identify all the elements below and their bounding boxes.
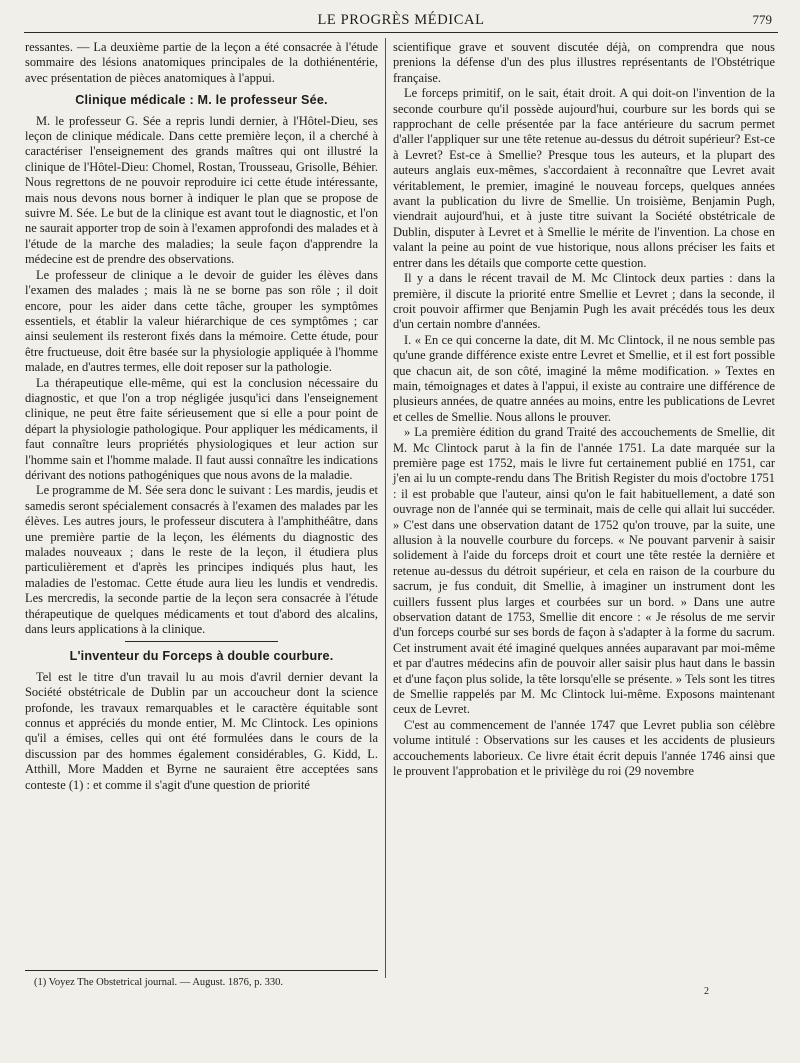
footnote-rule bbox=[25, 970, 378, 971]
journal-title: LE PROGRÈS MÉDICAL bbox=[317, 12, 485, 28]
footnote: (1) Voyez The Obstetrical journal. — August. 1876, p. 330. bbox=[34, 977, 284, 988]
section-heading-clinique: Clinique médicale : M. le professeur Sée. bbox=[75, 93, 328, 108]
paragraph: Le professeur de clinique a le devoir de guider les élèves dans l'examen des malades ; mais là ne se borne pas son rôle ; il doit encore, pour les aider dans cette tâche, grouper les symptômes essentiels, et établir la valeur hiérarchique de ces symptômes ; car ainsi seulement ils resteront fixés dans la mémoire. Cette étude, pour être fructueuse, doit être basée sur la physiologie appliquée à l'homme malade, en d'autres termes, elle doit reposer sur la pathologie. bbox=[25, 267, 378, 375]
page-header bbox=[24, 10, 778, 33]
paragraph: Le programme de M. Sée sera donc le suivant : Les mardis, jeudis et samedis seront spécialement consacrés à l'examen des malades par les élèves. Les autres jours, le professeur discutera à l'amphithéâtre, dans une première partie de la leçon, les éléments du diagnostic des malades nouveaux ; dans le reste de la leçon, il étudiera plus particulièrement et d'après les principes indiqués plus haut, les maladies de l'estomac. Cette étude aura lieu les lundis et vendredis. Les mercredis, la seconde partie de la leçon sera consacrée à l'étude thérapeutique de quelques médicaments et tout d'abord des alcalins, dans leurs applications à la clinique. bbox=[25, 483, 378, 637]
paragraph: Tel est le titre d'un travail lu au mois d'avril dernier devant la Société obstétricale de Dublin par un accoucheur dont la science profonde, les travaux remarquables et le caractère équitable sont connus et appréciés du monde entier, M. Mc Clintock. Les opinions qu'il a émises, celles qui ont été formulées dans le cours de la discussion par des hommes également considérables, G. Kidd, L. Atthill, More Madden et Byrne ne sauraient être acceptées sans conteste (1) : et comme il s'agit d'une question de priorité bbox=[25, 669, 378, 792]
paragraph: Le forceps primitif, on le sait, était droit. A qui doit-on l'invention de la seconde courbure qu'il possède aujourd'hui, courbure sur les bords qui se rapprochant de celle présentée par la face antérieure du sacrum permet d'aller l'appliquer sur une tête retenue au-dessus du détroit supérieur? Est-ce à Levret? Est-ce à Smellie? Presque tous les auteurs, et la plupart des auteurs anglais eux-mêmes, s'accordaient à reconnaître que Levret avait véritablement, le premier, imaginé le nouveau forceps, quelques années avant la publication du livre de Smellie. Un troisième, Benjamin Pugh, viendrait aujourd'hui, et à juste titre suivant la Société obstétricale de Dublin, disputer à Levret et à Smellie le mérite de l'invention. La chose en valant la peine au point de vue historique, nous allons préciser les faits et entrer dans les détails que comporte cette question. bbox=[393, 86, 775, 270]
paragraph: I. « En ce qui concerne la date, dit M. Mc Clintock, il ne nous semble pas qu'une grande différence existe entre Levret et Smellie, et il est fort possible que chacun ait, de son côté, imaginé la même modification. » Textes en main, témoignages et dates à l'appui, il existe au contraire une différence de plusieurs années, de quatre années au moins, entre les publications de Levret et celles de Smellie. Nous allons le prouver. bbox=[393, 332, 775, 424]
paragraph: ressantes. — La deuxième partie de la leçon a été consacrée à l'étude sommaire des lésions anatomiques principales de la dothiénentérie, avec présentation de pièces anatomiques à l'appui. bbox=[25, 40, 378, 85]
section-heading-forceps: L'inventeur du Forceps à double courbure. bbox=[69, 649, 334, 664]
paragraph: » La première édition du grand Traité des accouchements de Smellie, dit M. Mc Clintock parut à la fin de l'année 1751. La date marquée sur la première page est 1752, mais le livre fut certainement publié en 1751, car j'en ai lu un compte-rendu dans The British Register du mois d'octobre 1751 : il est probable que l'auteur, ainsi qu'on le fait habituellement, a daté son ouvrage non de l'année qui se terminait, mais de celle qui allait lui succéder. » C'est dans une observation datant de 1752 qu'on trouve, par la suite, une allusion à la nouvelle courbure du forceps. « Ne pouvant parvenir à saisir solidement à l'aide du forceps droit et court une tête restée la dernière et retenue au-dessus du détroit supérieur, et cela en raison de la courbure du sacrum, je fus conduit, dit Smellie, à imaginer un instrument dont les cuillers fussent plus larges et courbées sur un bord. » Dans une autre observation datant de 1753, Smellie dit encore : « Je résolus de me servir d'un forceps courbé sur ses bords de façon à s'adapter à la forme du sacrum. Cet instrument avait été imaginé quelques années auparavant par moi-même et par d'autres médecins afin de pouvoir aller saisir plus haut dans le bassin et d'une façon plus solide, la tête lorsqu'elle se présente. » Tels sont les titres de Smellie rappelés par M. Mc Clintock lui-même. Exposons maintenant ceux de Levret. bbox=[393, 425, 775, 717]
column-divider bbox=[385, 38, 386, 978]
paragraph: M. le professeur G. Sée a repris lundi dernier, à l'Hôtel-Dieu, ses leçon de clinique médicale. Dans cette première leçon, il a cherché à caractériser l'enseignement des grands maîtres qui ont illustré la clinique de l'Hôtel-Dieu: Chomel, Rostan, Trousseau, Grisolle, Béhier. Nous regrettons de ne pouvoir reproduire ici cette étude intéressante, mais nous devons nous borner à indiquer le plan que se propose de suivre M. Sée. Le but de la clinique est avant tout le diagnostic, et l'on ne saurait apporter trop de soin à l'examen approfondi des malades et à l'étude de la marche des maladies; la seule façon d'apprendre la médecine est de prendre des observations. bbox=[25, 113, 378, 267]
paragraph: Il y a dans le récent travail de M. Mc Clintock deux parties : dans la première, il discute la priorité entre Smellie et Levret ; dans la seconde, il croit pouvoir affirmer que Benjamin Pugh les avait précédés tous les deux d'un certain nombre d'années. bbox=[393, 271, 775, 332]
paragraph: scientifique grave et souvent discutée déjà, on comprendra que nous prenions la défense d'un des plus illustres représentants de l'Obstétrique française. bbox=[393, 40, 775, 85]
section-divider bbox=[125, 641, 278, 642]
right-column bbox=[393, 40, 775, 780]
signature-mark: 2 bbox=[704, 986, 709, 997]
paragraph: La thérapeutique elle-même, qui est la conclusion nécessaire du diagnostic, et que l'on a trop négligée jusqu'ici dans l'enseignement clinique, ne peut être faite sérieusement que si elle a pour point de départ la physiologie pathologique. Pour appliquer les médicaments, il faut connaître leurs propriétés physiologiques et leur action sur l'homme sain et l'homme malade. Il faut aussi connaître les indications dérivant des notions pathogéniques que nous avons de la maladie. bbox=[25, 375, 378, 482]
left-column bbox=[25, 40, 378, 793]
paragraph: C'est au commencement de l'année 1747 que Levret publia son célèbre volume intitulé : Observations sur les causes et les accidents de plusieurs accouchements laborieux. Ce livre était écrit depuis l'année 1746 ainsi que le prouvent l'approbation et le privilège du roi (29 novembre bbox=[393, 717, 775, 779]
page-number: 779 bbox=[752, 12, 772, 27]
